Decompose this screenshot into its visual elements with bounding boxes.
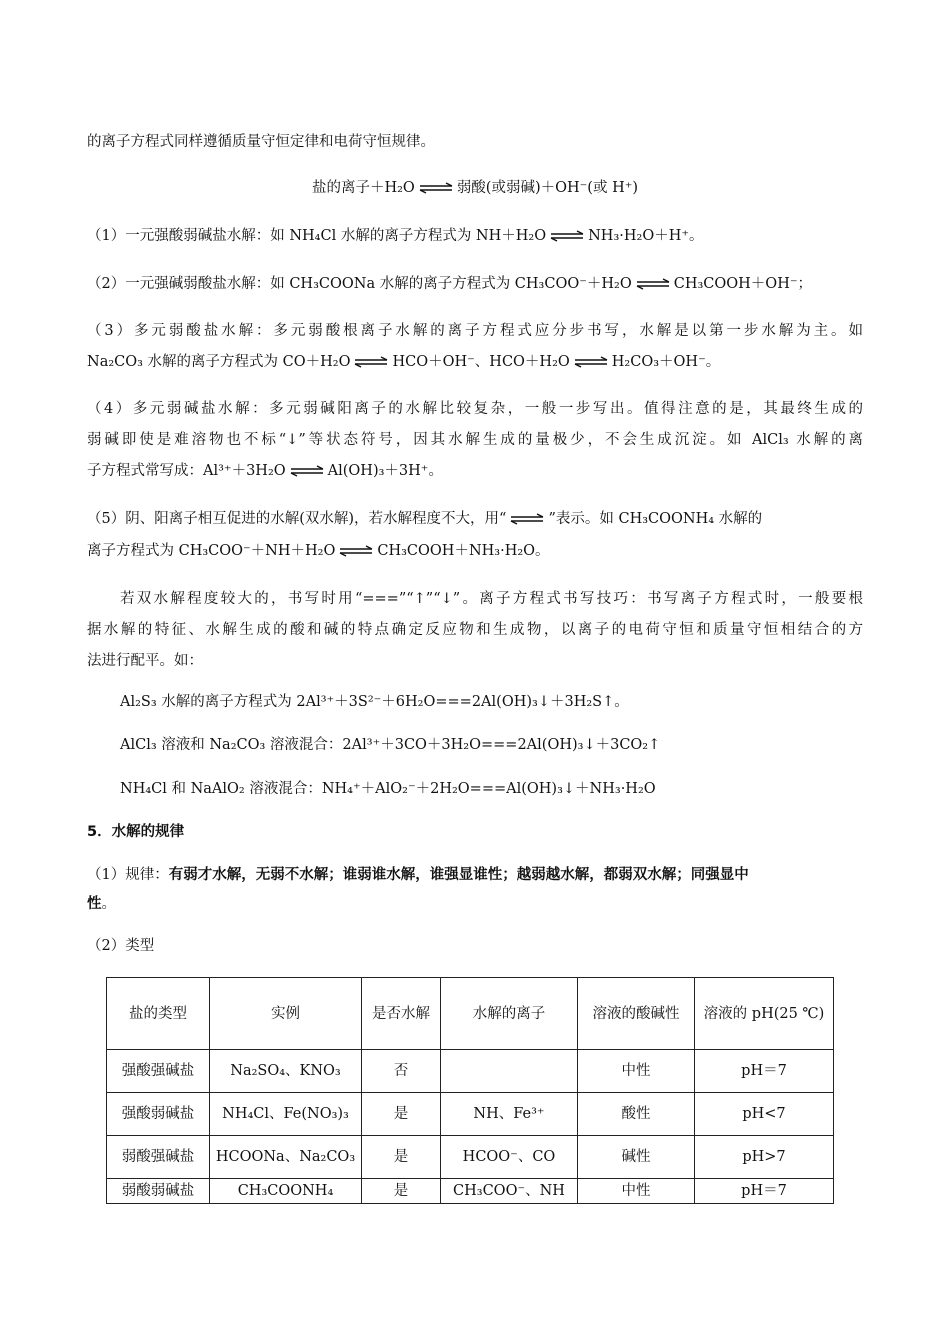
table-cell <box>441 1050 578 1093</box>
table-cell: pH＝7 <box>695 1179 834 1204</box>
text: 据水解的特征、水解生成的酸和碱的特点确定反应物和生成物，以离子的电荷守恒和质量守恒相结合的方 <box>87 622 863 638</box>
text: ”表示。如 CH₃COONH₄ 水解的 <box>548 511 763 527</box>
table-cell: 强酸弱碱盐 <box>107 1093 210 1136</box>
table-cell: NH₄Cl、Fe(NO₃)₃ <box>210 1093 362 1136</box>
table-row <box>107 1179 834 1204</box>
text: 离子方程式为 CH₃COO⁻＋NH＋H₂O <box>87 543 336 559</box>
text: （2）一元强碱弱酸盐水解：如 CH₃COONa 水解的离子方程式为 CH₃COO⁻＋H₂O <box>87 276 632 292</box>
table-cell: 是 <box>362 1093 441 1136</box>
text: 的离子方程式同样遵循质量守恒定律和电荷守恒规律。 <box>87 134 435 150</box>
text: 若双水解程度较大的，书写时用“===”“↑”“↓”。离子方程式书写技巧：书写离子方程式时，一般要根 <box>120 591 863 607</box>
equilibrium-arrow-icon <box>419 182 453 194</box>
text: （1）一元强酸弱碱盐水解：如 NH₄Cl 水解的离子方程式为 NH＋H₂O <box>87 228 547 244</box>
salt-types-table <box>106 977 834 1204</box>
table-header-cell: 实例 <box>210 978 362 1050</box>
table-cell: 中性 <box>578 1179 695 1204</box>
table-header-cell: 是否水解 <box>362 978 441 1050</box>
equilibrium-arrow-icon <box>339 545 373 557</box>
paragraph-line <box>87 865 863 885</box>
text: （2）类型 <box>87 938 155 954</box>
text: CH₃COOH＋NH₃·H₂O。 <box>377 543 550 559</box>
table-cell: 是 <box>362 1136 441 1179</box>
rule-text: 性 <box>87 896 102 912</box>
equation-left: 盐的离子＋H₂O <box>311 180 415 196</box>
table-cell: 弱酸弱碱盐 <box>107 1179 210 1204</box>
table-cell: 碱性 <box>578 1136 695 1179</box>
table-cell: 否 <box>362 1050 441 1093</box>
equilibrium-arrow-icon <box>636 278 670 290</box>
text: HCO＋OH⁻、HCO＋H₂O <box>392 354 570 370</box>
table-cell: pH<7 <box>695 1093 834 1136</box>
table-row <box>107 1093 834 1136</box>
text: NH₃·H₂O＋H⁺。 <box>588 228 704 244</box>
text: 5．水解的规律 <box>87 824 185 840</box>
paragraph-line <box>87 399 863 419</box>
table-cell: 酸性 <box>578 1093 695 1136</box>
table-row <box>107 1050 834 1093</box>
table-cell: CH₃COO⁻、NH <box>441 1179 578 1204</box>
general-equation <box>87 178 863 198</box>
text: NH₄Cl 和 NaAlO₂ 溶液混合：NH₄⁺＋AlO₂⁻＋2H₂O===Al(OH)₃↓＋NH₃·H₂O <box>120 781 656 797</box>
text: Na₂CO₃ 水解的离子方程式为 CO＋H₂O <box>87 354 351 370</box>
paragraph-line <box>87 430 863 450</box>
table-cell: pH>7 <box>695 1136 834 1179</box>
table-header-cell: 盐的类型 <box>107 978 210 1050</box>
table-cell: 弱酸强碱盐 <box>107 1136 210 1179</box>
paragraph-line <box>87 226 863 246</box>
table-row <box>107 1136 834 1179</box>
equilibrium-arrow-icon <box>510 513 544 525</box>
table-header-cell: 溶液的 pH(25 ℃) <box>695 978 834 1050</box>
text: Al₂S₃ 水解的离子方程式为 2Al³⁺＋3S²⁻＋6H₂O===2Al(OH)₃↓＋3H₂S↑。 <box>120 694 629 710</box>
rule-text: 有弱才水解，无弱不水解；谁弱谁水解，谁强显谁性；越弱越水解，都弱双水解；同强显中 <box>168 867 749 883</box>
equation-line <box>120 779 896 799</box>
table-cell: 是 <box>362 1179 441 1204</box>
equation-line <box>120 735 896 755</box>
table-cell: 强酸强碱盐 <box>107 1050 210 1093</box>
paragraph-line <box>87 651 863 671</box>
text: 。 <box>101 896 116 912</box>
table-cell: Na₂SO₄、KNO₃ <box>210 1050 362 1093</box>
text: （1）规律： <box>87 867 169 883</box>
text: H₂CO₃＋OH⁻。 <box>611 354 721 370</box>
paragraph-line <box>87 894 863 914</box>
paragraph-line <box>87 274 863 294</box>
equilibrium-arrow-icon <box>550 230 584 242</box>
table-header-row <box>107 978 834 1050</box>
section-heading <box>87 822 863 842</box>
equilibrium-arrow-icon <box>574 356 608 368</box>
table-header-cell: 溶液的酸碱性 <box>578 978 695 1050</box>
equilibrium-arrow-icon <box>354 356 388 368</box>
paragraph-line <box>87 461 863 481</box>
table-cell: CH₃COONH₄ <box>210 1179 362 1204</box>
paragraph-line <box>87 132 863 152</box>
paragraph-line <box>87 509 863 529</box>
paragraph-line <box>120 589 863 609</box>
text: （3）多元弱酸盐水解：多元弱酸根离子水解的离子方程式应分步书写，水解是以第一步水解为主。如 <box>87 323 863 339</box>
paragraph-line <box>87 541 863 561</box>
text: 法进行配平。如： <box>87 653 203 669</box>
paragraph-line <box>87 936 863 956</box>
table-header-cell: 水解的离子 <box>441 978 578 1050</box>
table-cell: pH＝7 <box>695 1050 834 1093</box>
paragraph-line <box>87 352 863 372</box>
text: （5）阴、阳离子相互促进的水解(双水解)，若水解程度不大，用“ <box>87 511 507 527</box>
equilibrium-arrow-icon <box>290 465 324 477</box>
text: AlCl₃ 溶液和 Na₂CO₃ 溶液混合：2Al³⁺＋3CO＋3H₂O===2Al(OH)₃↓＋3CO₂↑ <box>120 737 661 753</box>
table-cell: HCOONa、Na₂CO₃ <box>210 1136 362 1179</box>
paragraph-line <box>87 321 863 341</box>
paragraph-line <box>87 620 863 640</box>
table-cell: NH、Fe³⁺ <box>441 1093 578 1136</box>
text: 子方程式常写成：Al³⁺＋3H₂O <box>87 463 286 479</box>
table-cell: HCOO⁻、CO <box>441 1136 578 1179</box>
table-cell: 中性 <box>578 1050 695 1093</box>
equation-line <box>120 692 896 712</box>
text: CH₃COOH＋OH⁻； <box>673 276 812 292</box>
equation-right: 弱酸(或弱碱)＋OH⁻(或 H⁺) <box>456 180 639 196</box>
text: 弱碱即使是难溶物也不标“↓”等状态符号，因其水解生成的量极少，不会生成沉淀。如 AlCl₃ 水解的离 <box>87 432 863 448</box>
text: （4）多元弱碱盐水解：多元弱碱阳离子的水解比较复杂，一般一步写出。值得注意的是，其最终生成的 <box>87 401 863 417</box>
text: Al(OH)₃＋3H⁺。 <box>327 463 443 479</box>
